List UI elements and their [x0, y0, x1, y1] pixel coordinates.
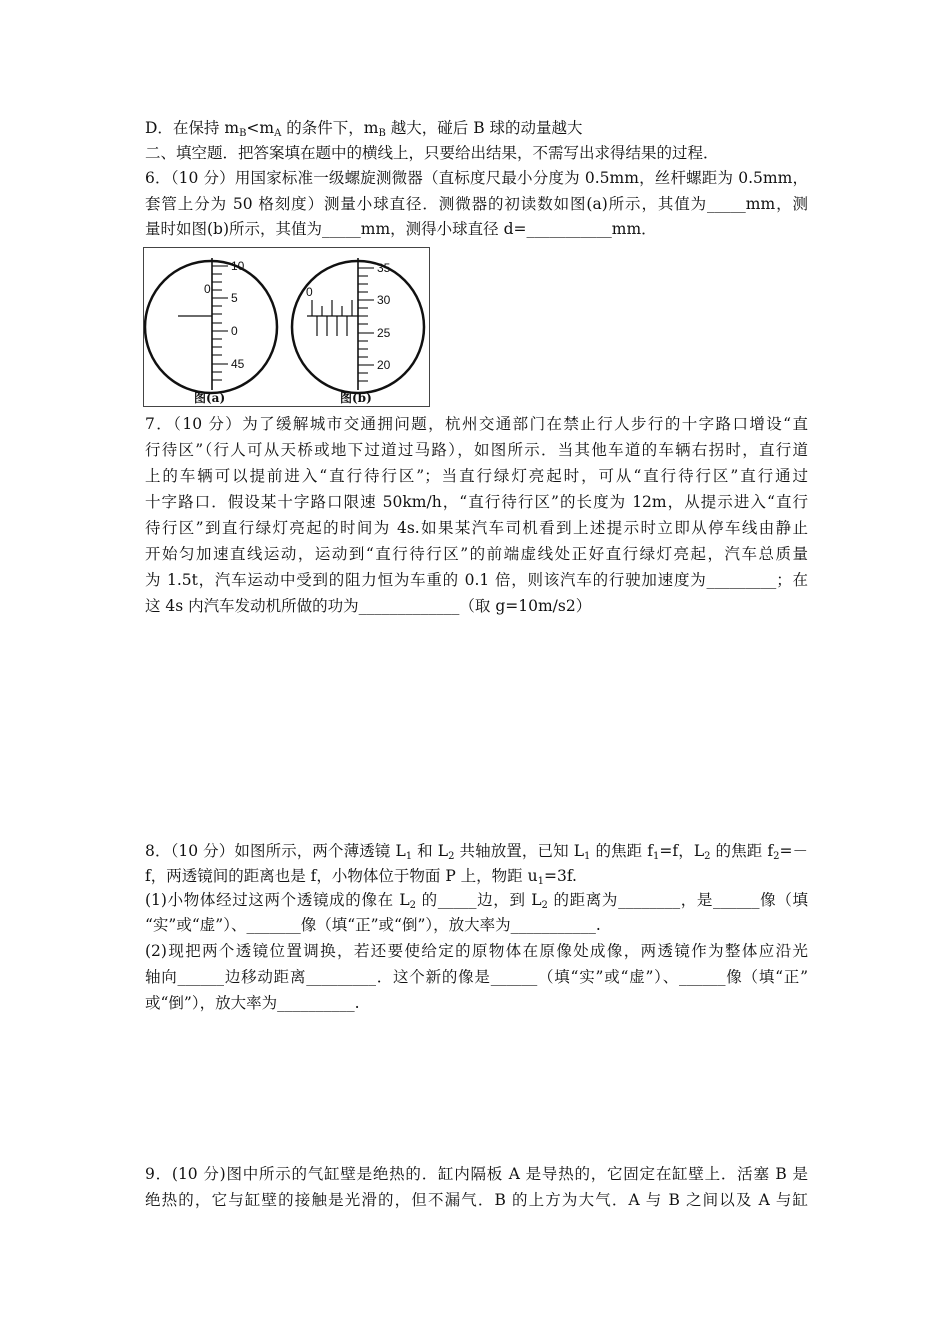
q6-line-3: 量时如图(b)所示，其值为_____mm，测得小球直径 d=___________mm． [145, 220, 657, 238]
fig-b-tick-30: 30 [377, 293, 391, 307]
fig-b-caption: 图(b) [340, 391, 372, 405]
q7-line-2: 行待区”（行人可从天桥或地下过道过马路），如图所示．当其他车道的车辆右拐时，直行道 [145, 441, 808, 459]
q8-line-6: 轴向______边移动距离_________．这个新的像是______（填“实”或“虚”）、______像（填“正” [145, 968, 808, 986]
q7-line-4: 十字路口．假设某十字路口限速 50km/h，“直行待行区”的长度为 12m，从提示进入“直行 [145, 493, 808, 511]
q7-line-5: 待行区”到直行绿灯亮起的时间为 4s.如果某汽车司机看到上述提示时立即从停车线由静止 [145, 519, 808, 537]
fig-b-sleeve-zero: 0 [306, 285, 313, 299]
q7-line-1: 7．（10 分）为了缓解城市交通拥问题，杭州交通部门在禁止行人步行的十字路口增设“直 [145, 415, 808, 433]
q6-line-1: 6．（10 分）用国家标准一级螺旋测微器（直标度尺最小分度为 0.5mm，丝杆螺距为 0.5mm， [145, 169, 808, 187]
q8-line-3: (1)小物体经过这两个透镜成的像在 $L_2$ 的_____边，到 $L_2$ 的距离为________，是______像（填 [145, 891, 808, 911]
q7-line-7: 为 1.5t，汽车运动中受到的阻力恒为车重的 0.1 倍，则该汽车的行驶加速度为_________；在 [145, 571, 808, 589]
option-d: D．在保持 $m_B<m_A$ 的条件下，$m_B$ 越大，碰后 B 球的动量越大 [145, 119, 583, 139]
fig-a-caption: 图(a) [194, 391, 226, 405]
fig-a-tick-45: 45 [231, 357, 245, 371]
micrometer-a [145, 258, 277, 393]
fig-a-tick-0: 0 [231, 324, 238, 338]
fig-b-tick-35: 35 [377, 261, 391, 275]
q7-line-6: 开始匀加速直线运动，运动到“直行待行区”的前端虚线处正好直行绿灯亮起，汽车总质量 [145, 545, 808, 563]
q9-line-1: 9．(10 分)图中所示的气缸壁是绝热的．缸内隔板 A 是导热的，它固定在缸壁上．活塞 B 是 [145, 1165, 808, 1183]
q7-line-3: 上的车辆可以提前进入“直行待行区”；当直行绿灯亮起时，可从“直行待行区”直行通过 [145, 467, 808, 485]
micrometer-b [292, 258, 424, 393]
q9-line-2: 绝热的，它与缸壁的接触是光滑的，但不漏气．B 的上方为大气．A 与 B 之间以及 A 与缸 [145, 1191, 808, 1209]
q8-line-5: (2)现把两个透镜位置调换，若还要使给定的原物体在原像处成像，两透镜作为整体应沿光 [145, 942, 808, 960]
q7-line-8: 这 4s 内汽车发动机所做的功为_____________（取 g=10m/s2） [145, 597, 592, 615]
micrometer-figure [143, 247, 430, 407]
q8-line-7: 或“倒”），放大率为__________. [145, 994, 360, 1012]
q8-line-1: 8．（10 分）如图所示，两个薄透镜 $L_1$ 和 $L_2$ 共轴放置，已知 $L_1$ 的焦距 $f_1=f$，$L_2$ 的焦距 $f_2=-$ [145, 842, 808, 862]
q8-line-4: “实”或“虚”）、_______像（填“正”或“倒”），放大率为___________. [145, 916, 601, 934]
fig-b-tick-20: 20 [377, 358, 391, 372]
fig-a-sleeve-zero: 0 [204, 282, 211, 296]
fig-b-tick-25: 25 [377, 326, 391, 340]
fig-a-tick-10: 10 [231, 259, 245, 273]
q8-line-2: f，两透镜间的距离也是 f，小物体位于物面 P 上，物距 $u_1=3f$. [145, 867, 577, 887]
fig-a-tick-5: 5 [231, 291, 238, 305]
section-two-heading: 二、填空题．把答案填在题中的横线上，只要给出结果，不需写出求得结果的过程． [145, 144, 719, 162]
q6-line-2: 套管上分为 50 格刻度）测量小球直径．测微器的初读数如图(a)所示，其值为_____mm，测 [145, 195, 808, 213]
